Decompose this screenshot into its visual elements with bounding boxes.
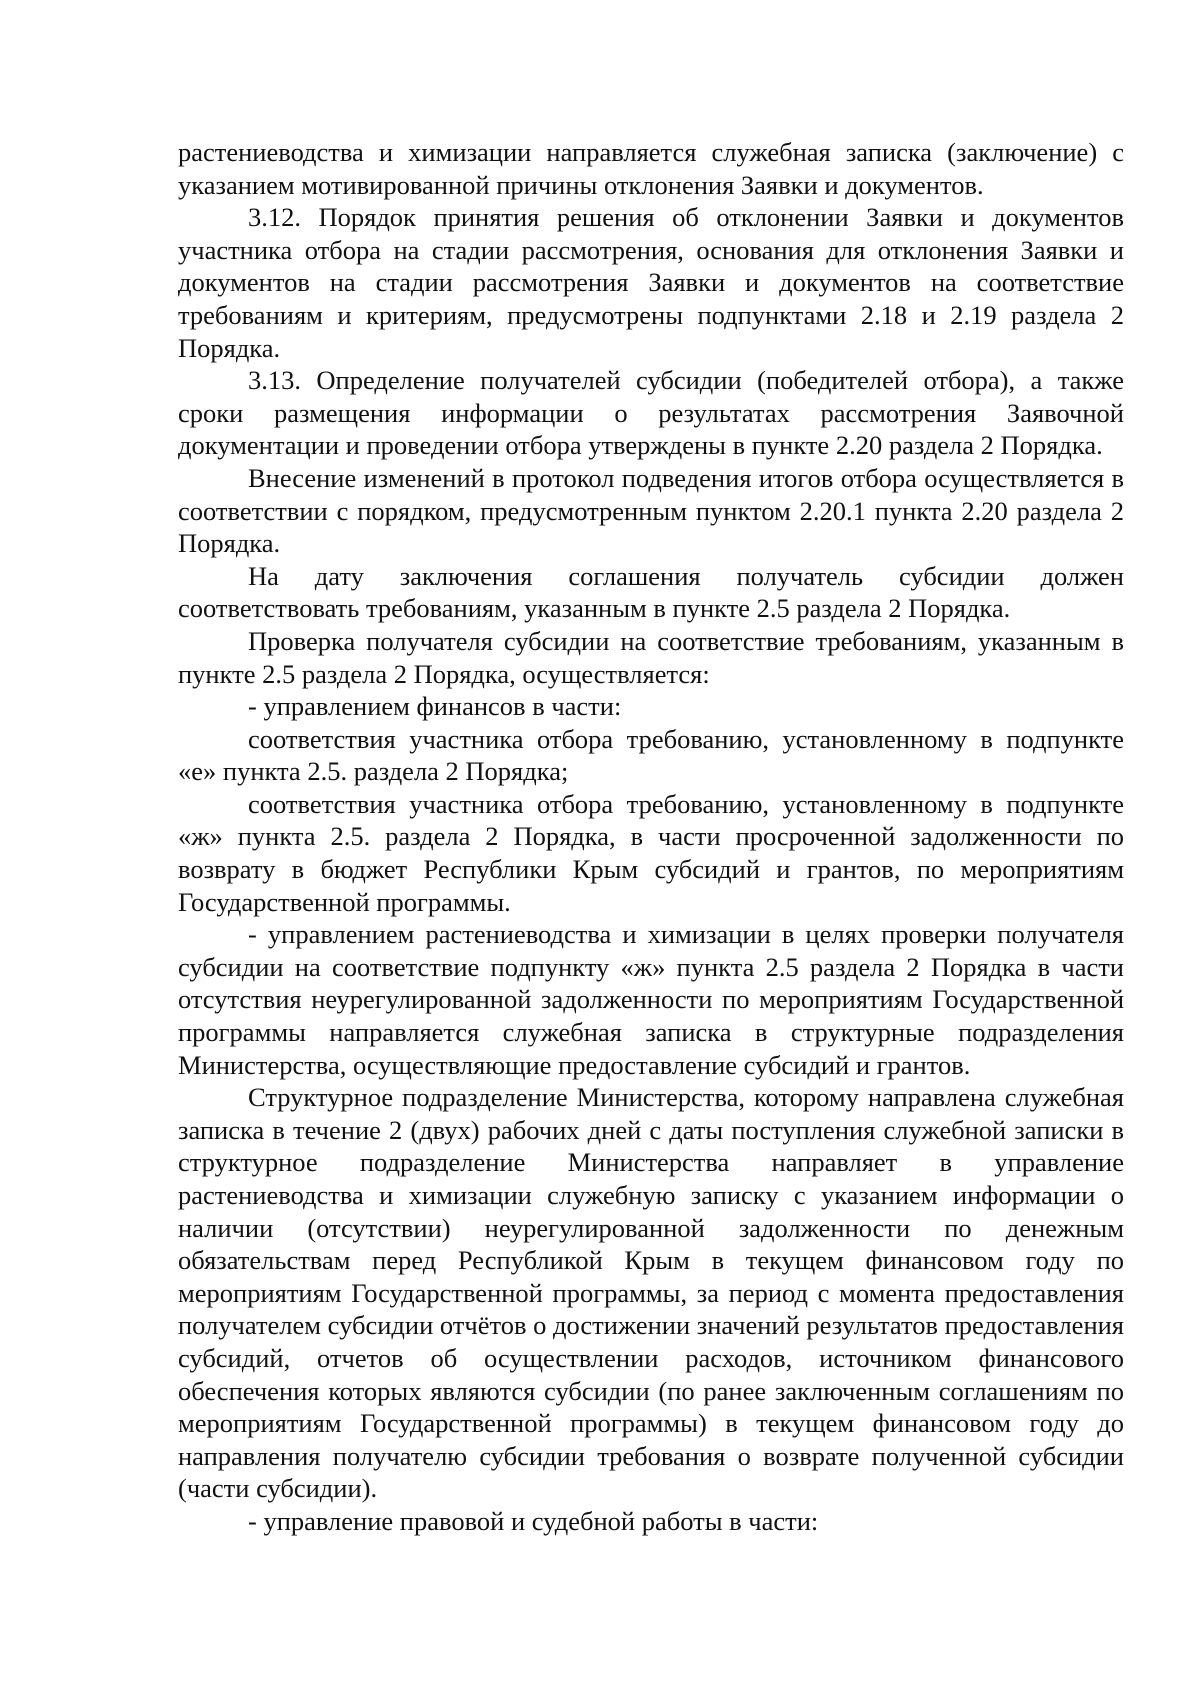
paragraph-3-13: 3.13. Определение получателей субсидии (победителей отбора), а также сроки размещения информации о результатах рассмотрения Заявочной документации и проведении отбора утверждены в пункте 2.20 раздела 2 Порядка. [178, 365, 1124, 461]
list-item-finance-dept: - управлением финансов в части: [248, 691, 622, 722]
paragraph-agreement-date: На дату заключения соглашения получатель субсидии должен соответствовать требованиям, указанным в пункте 2.5 раздела 2 Порядка. [178, 560, 1124, 624]
list-subitem-zh: соответствия участника отбора требованию, установленному в подпункте «ж» пункта 2.5. раздела 2 Порядка, в части просроченной задолженности по возврату в бюджет Республики Крым субсидий и грантов, по мероприятиям Государственной программы. [178, 788, 1124, 917]
paragraph-continuation: растениеводства и химизации направляется служебная записка (заключение) с указанием мотивированной причины отклонения Заявки и документов. [178, 137, 1124, 200]
document-body [178, 136, 1124, 1538]
list-subitem-e: соответствия участника отбора требованию, установленному в подпункте «е» пункта 2.5. раздела 2 Порядка; [178, 723, 1124, 787]
paragraph-verification: Проверка получателя субсидии на соответствие требованиям, указанным в пункте 2.5 раздела 2 Порядка, осуществляется: [178, 625, 1124, 689]
paragraph-3-12: 3.12. Порядок принятия решения об отклонении Заявки и документов участника отбора на стадии рассмотрения, основания для отклонения Заявки и документов на стадии рассмотрения Заявки и документов на соответствие требованиям и критериям, предусмотрены подпунктами 2.18 и 2.19 раздела 2 Порядка. [178, 202, 1124, 363]
list-item-legal-dept: - управление правовой и судебной работы в части: [248, 1505, 819, 1536]
list-item-crop-dept: - управлением растениеводства и химизации в целях проверки получателя субсидии на соответствие подпункту «ж» пункта 2.5 раздела 2 Порядка в части отсутствия неурегулированной задолженности по мероприятиям Государственной программы направляется служебная записка в структурные подразделения Министерства, осуществляющие предоставление субсидий и грантов. [178, 919, 1124, 1080]
paragraph-structural-unit: Структурное подразделение Министерства, которому направлена служебная записка в течение 2 (двух) рабочих дней с даты поступления служебной записки в структурное подразделение Министерства направляет в управление растениеводства и химизации служебную записку с указанием информации о наличии (отсутствии) неурегулированной задолженности по денежным обязательствам перед Республикой Крым в текущем финансовом году по мероприятиям Государственной программы, за период с момента предоставления получателем субсидии отчётов о достижении значений результатов предоставления субсидий, отчетов об осуществлении расходов, источником финансового обеспечения которых являются субсидии (по ранее заключенным соглашениям по мероприятиям Государственной программы) в текущем финансовом году до направления получателю субсидии требования о возврате полученной субсидии (части субсидии). [178, 1082, 1124, 1504]
paragraph-protocol-changes: Внесение изменений в протокол подведения итогов отбора осуществляется в соответствии с порядком, предусмотренным пунктом 2.20.1 пункта 2.20 раздела 2 Порядка. [178, 462, 1124, 559]
